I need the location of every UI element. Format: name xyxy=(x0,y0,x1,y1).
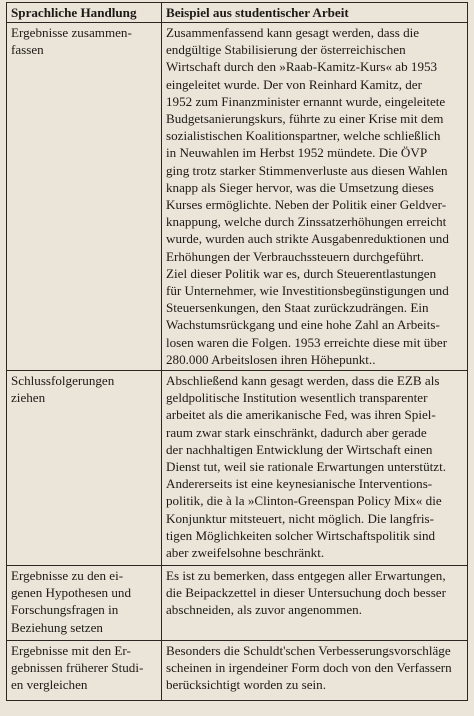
row-3-beispiel: Es ist zu bemerken, dass entgegen aller Erwartungen, die Beipackzettel in dieser Untersuchung doch besser abschneiden, als zuvor angenommen. xyxy=(162,566,468,641)
row-1-handlung: Ergebnisse zusammen- fassen xyxy=(7,23,162,371)
header-beispiel: Beispiel aus studentischer Arbeit xyxy=(162,3,468,23)
table-header-row xyxy=(7,3,468,23)
row-3-handlung: Ergebnisse zu den ei- genen Hypothesen und Forschungsfragen in Beziehung setzen xyxy=(7,566,162,641)
table-row xyxy=(7,371,468,566)
row-2-beispiel: Abschließend kann gesagt werden, dass die EZB als geldpolitische Institution wesentlich transparenter arbeitet als die amerikanische Fed, was ihren Spiel- raum zwar stark einschränkt, dadurch aber gerade der nachhaltigen Entwicklung der Wirtschaft einen Dienst tut, weil sie rationale Erwartungen unterstützt. Andererseits ist eine keynesianische Interventions- politik, die à la »Clinton-Greenspan Policy Mix« die Konjunktur mitsteuert, nicht möglich. Die langfris- tigen Möglichkeiten solcher Wirtschaftspolitik sind aber zweifelsohne beschränkt. xyxy=(162,371,468,566)
row-1-beispiel: Zusammenfassend kann gesagt werden, dass die endgültige Stabilisierung der österreichischen Wirtschaft durch den »Raab-Kamitz-Kurs« ab 1953 eingeleitet wurde. Der von Reinhard Kamitz, der 1952 zum Finanzminister ernannt wurde, eingeleitete Budgetsanierungskurs, führte zu einer Krise mit dem sozialistischen Koalitionspartner, welche schließlich in Neuwahlen im Herbst 1952 mündete. Die ÖVP ging trotz starker Stimmenverluste aus diesen Wahlen knapp als Sieger hervor, was die Umsetzung dieses Kurses ermöglichte. Neben der Politik einer Geldver- knappung, welche durch Zinssatzerhöhungen erreicht wurde, wurden auch strikte Ausgabenreduktionen und Erhöhungen der Verbrauchssteuern durchgeführt. Ziel dieser Politik war es, durch Steuerentlastungen für Unternehmer, wie Investitionsbegünstigungen und Steuersenkungen, den Staat zurückzudrängen. Ein Wachstumsrückgang und eine hohe Zahl an Arbeits- losen waren die Folgen. 1953 erreichte diese mit über 280.000 Arbeitslosen ihren Höhepunkt.. xyxy=(162,23,468,371)
language-actions-table xyxy=(6,2,468,701)
row-2-handlung: Schlussfolgerungen ziehen xyxy=(7,371,162,566)
row-4-beispiel: Besonders die Schuldt'schen Verbesserungsvorschläge scheinen in irgendeiner Form doch von den Verfassern berücksichtigt worden zu sein. xyxy=(162,641,468,701)
table-row xyxy=(7,641,468,701)
row-4-handlung: Ergebnisse mit den Er- gebnissen früherer Studi- en vergleichen xyxy=(7,641,162,701)
table-row xyxy=(7,566,468,641)
header-sprachliche-handlung: Sprachliche Handlung xyxy=(7,3,162,23)
table-row xyxy=(7,23,468,371)
